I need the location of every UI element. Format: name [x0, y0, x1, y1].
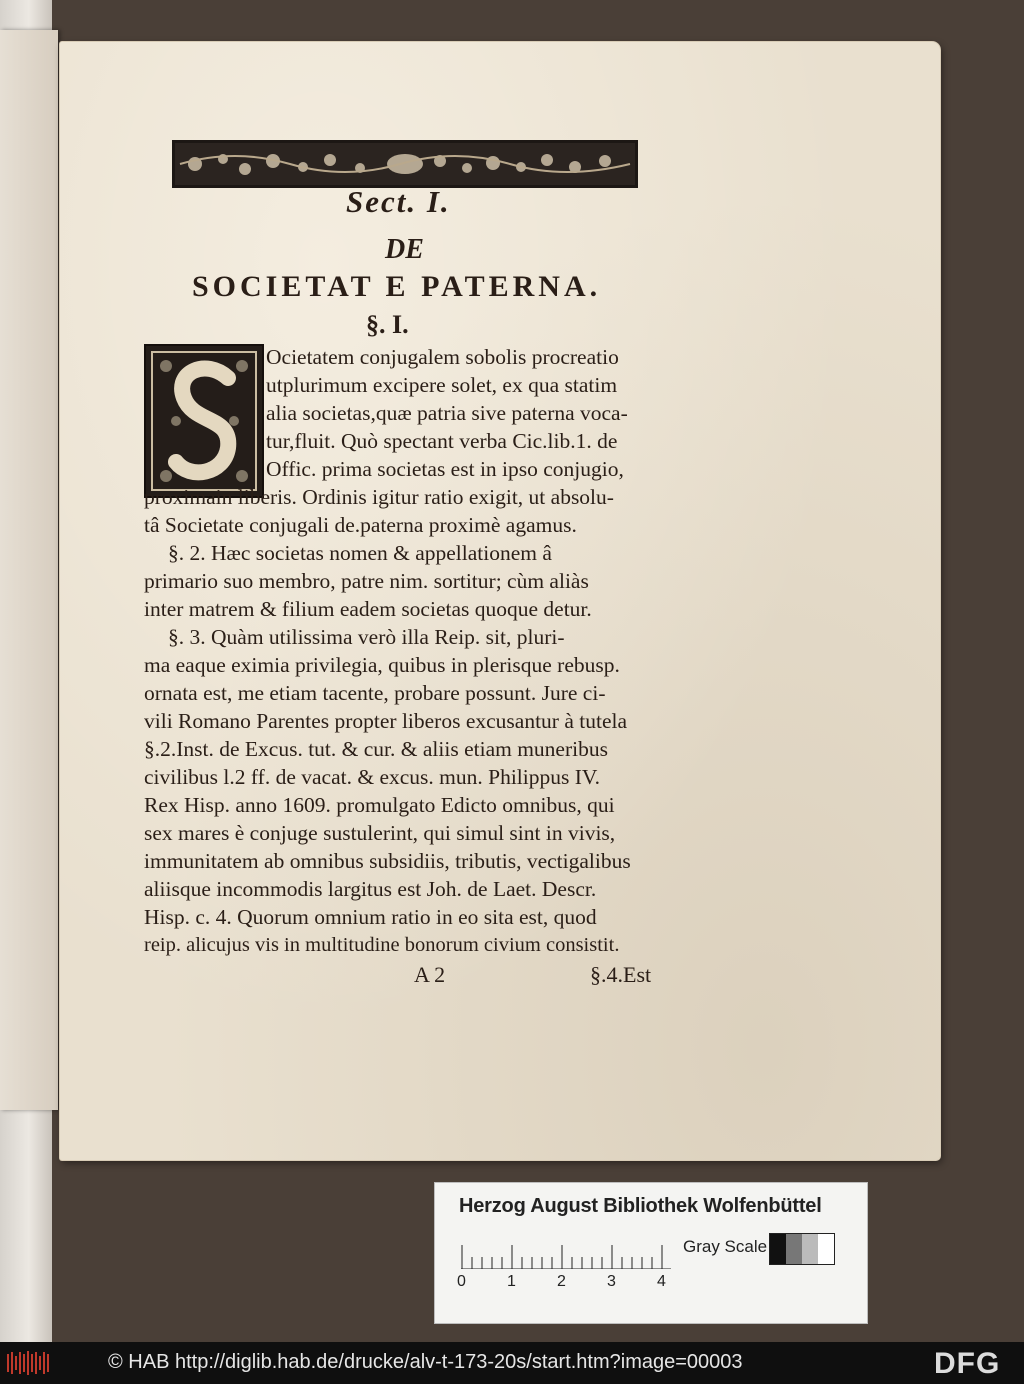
text-line: civilibus l.2 ff. de vacat. & excus. mun. Philippus IV. — [144, 765, 601, 789]
text-line: immunitatem ab omnibus subsidiis, tributis, vectigalibus — [144, 849, 631, 873]
ruler-number: 0 — [457, 1273, 466, 1290]
signature-mark: A 2 — [414, 962, 446, 987]
copyright-link[interactable]: © HAB http://diglib.hab.de/drucke/alv-t-173-20s/start.htm?image=00003 — [108, 1351, 743, 1373]
catchword: §.4.Est — [590, 962, 652, 987]
text-line: sex mares è conjuge sustulerint, qui simul sint in vivis, — [144, 821, 616, 845]
text-line: ma eaque eximia privilegia, quibus in plerisque rebusp. — [144, 653, 620, 677]
color-scale-card — [434, 1182, 868, 1324]
ruler-number: 3 — [607, 1273, 616, 1290]
dfg-logo: DFG — [934, 1347, 1001, 1380]
gray-scale-swatch — [769, 1233, 835, 1265]
heading-title: SOCIETAT E PATERNA. — [192, 270, 602, 303]
text-line: tur,fluit. Quò spectant verba Cic.lib.1. de — [266, 429, 618, 453]
decorated-initial-s — [144, 344, 264, 498]
ruler-number: 1 — [507, 1273, 516, 1290]
facing-page-edge — [0, 30, 58, 1110]
document-page — [60, 42, 940, 1160]
ruler-number: 2 — [557, 1273, 566, 1290]
viewer-footer — [0, 1342, 1024, 1384]
text-line: Offic. prima societas est in ipso conjugio, — [266, 457, 624, 481]
ruler-number: 4 — [657, 1273, 666, 1290]
paragraph-mark: §. I. — [366, 310, 409, 339]
text-line: §. 3. Quàm utilissima verò illa Reip. sit, pluri- — [168, 625, 565, 649]
text-line: §. 2. Hæc societas nomen & appellationem â — [168, 541, 552, 565]
text-line: Rex Hisp. anno 1609. promulgato Edicto omnibus, qui — [144, 793, 615, 817]
text-line: inter matrem & filium eadem societas quoque detur. — [144, 597, 592, 621]
text-line: utplurimum excipere solet, ex qua statim — [266, 373, 618, 397]
institution-name: Herzog August Bibliothek Wolfenbüttel — [459, 1195, 822, 1217]
ornamental-headpiece — [172, 140, 638, 188]
text-line: ornata est, me etiam tacente, probare possunt. Jure ci- — [144, 681, 606, 705]
ruler-icon — [461, 1239, 671, 1269]
text-line: proximain liberis. Ordinis igitur ratio exigit, ut absolu- — [144, 485, 614, 509]
text-line: reip. alicujus vis in multitudine bonorum civium consistit. — [144, 934, 620, 956]
text-line: Hisp. c. 4. Quorum omnium ratio in eo sita est, quod — [144, 905, 597, 929]
text-line: aliisque incommodis largitus est Joh. de Laet. Descr. — [144, 877, 597, 901]
gray-scale-label: Gray Scale — [683, 1237, 768, 1256]
section-heading: Sect. I. — [346, 184, 451, 219]
text-line: vili Romano Parentes propter liberos excusantur à tutela — [144, 709, 628, 733]
text-line: primario suo membro, patre nim. sortitur; cùm aliàs — [144, 569, 589, 593]
text-line: tâ Societate conjugali de.paterna proximè agamus. — [144, 513, 577, 537]
heading-de: DE — [385, 234, 424, 265]
text-line: Ocietatem conjugalem sobolis procreatio — [266, 345, 619, 369]
hab-logo-icon — [6, 1350, 50, 1376]
text-line: alia societas,quæ patria sive paterna voca- — [266, 401, 628, 425]
text-line: §.2.Inst. de Excus. tut. & cur. & aliis etiam muneribus — [144, 737, 608, 761]
